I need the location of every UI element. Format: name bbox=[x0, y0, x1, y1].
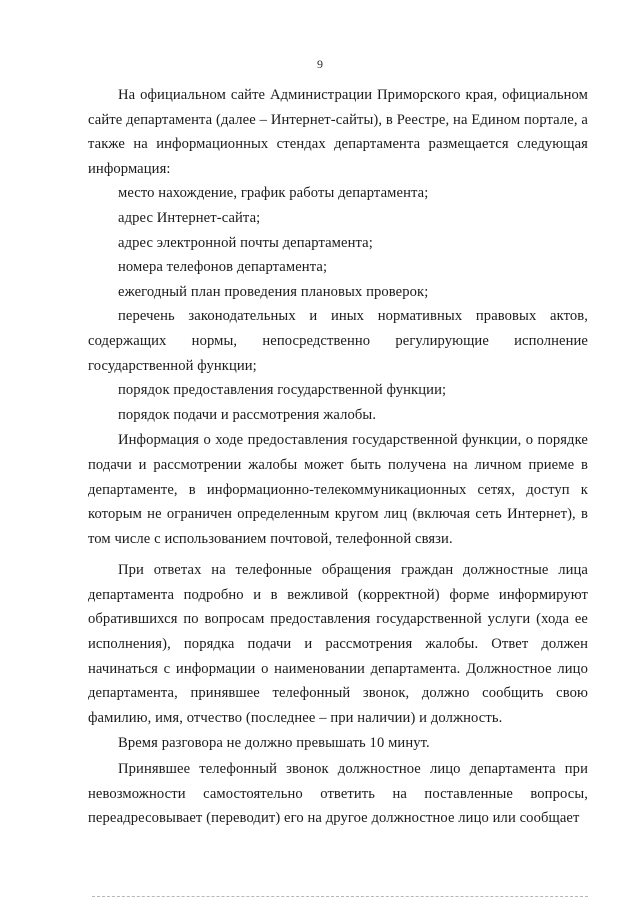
list-item-location-schedule: место нахождение, график работы департамента; bbox=[118, 185, 429, 202]
page-number: 9 bbox=[317, 57, 323, 71]
paragraph-call-redirect: Принявшее телефонный звонок должностное лицо департамента при невозможности самостоятельно ответить на поставленные вопросы, переадресовывает (переводит) его на другое должностное лицо или сообщает bbox=[88, 761, 588, 827]
paragraph-phone-answers: При ответах на телефонные обращения граждан должностные лица департамента подробно и в вежливой (корректной) форме информируют обратившихся по вопросам предоставления государственной услуги (хода ее исполнения), порядка подачи и рассмотрения жалобы. Ответ должен начинаться с информации о наименовании департамента. Должностное лицо департамента, принявшее телефонный звонок, должно сообщить свою фамилию, имя, отчество (последнее – при наличии) и должность. bbox=[88, 562, 588, 726]
list-item-phone-numbers: номера телефонов департамента; bbox=[118, 259, 328, 276]
list-item-complaint-procedure: порядок подачи и рассмотрения жалобы. bbox=[118, 406, 377, 423]
document-body bbox=[88, 83, 588, 831]
list-item-legal-acts: перечень законодательных и иных нормативных правовых актов, содержащих нормы, непосредственно регулирующие исполнение государственной функции; bbox=[88, 308, 588, 374]
list-item-function-procedure: порядок предоставления государственной функции; bbox=[118, 382, 447, 399]
paragraph-info-placement: На официальном сайте Администрации Приморского края, официальном сайте департамента (далее – Интернет-сайты), в Реестре, на Едином портале, а также на информационных стендах департамента размещается следующая информация: bbox=[88, 87, 588, 177]
list-item-email-address: адрес электронной почты департамента; bbox=[118, 234, 373, 251]
paragraph-progress-info: Информация о ходе предоставления государственной функции, о порядке подачи и рассмотрении жалобы может быть получена на личном приеме в департаменте, в информационно-телекоммуникационных сетях, доступ к которым не ограничен определенным кругом лиц (включая сеть Интернет), в том числе с использованием почтовой, телефонной связи. bbox=[88, 432, 588, 547]
list-item-website-address: адрес Интернет-сайта; bbox=[118, 209, 261, 226]
footer-scan-line bbox=[92, 896, 588, 897]
list-item-inspection-plan: ежегодный план проведения плановых проверок; bbox=[118, 283, 429, 300]
paragraph-call-duration: Время разговора не должно превышать 10 минут. bbox=[118, 735, 430, 752]
